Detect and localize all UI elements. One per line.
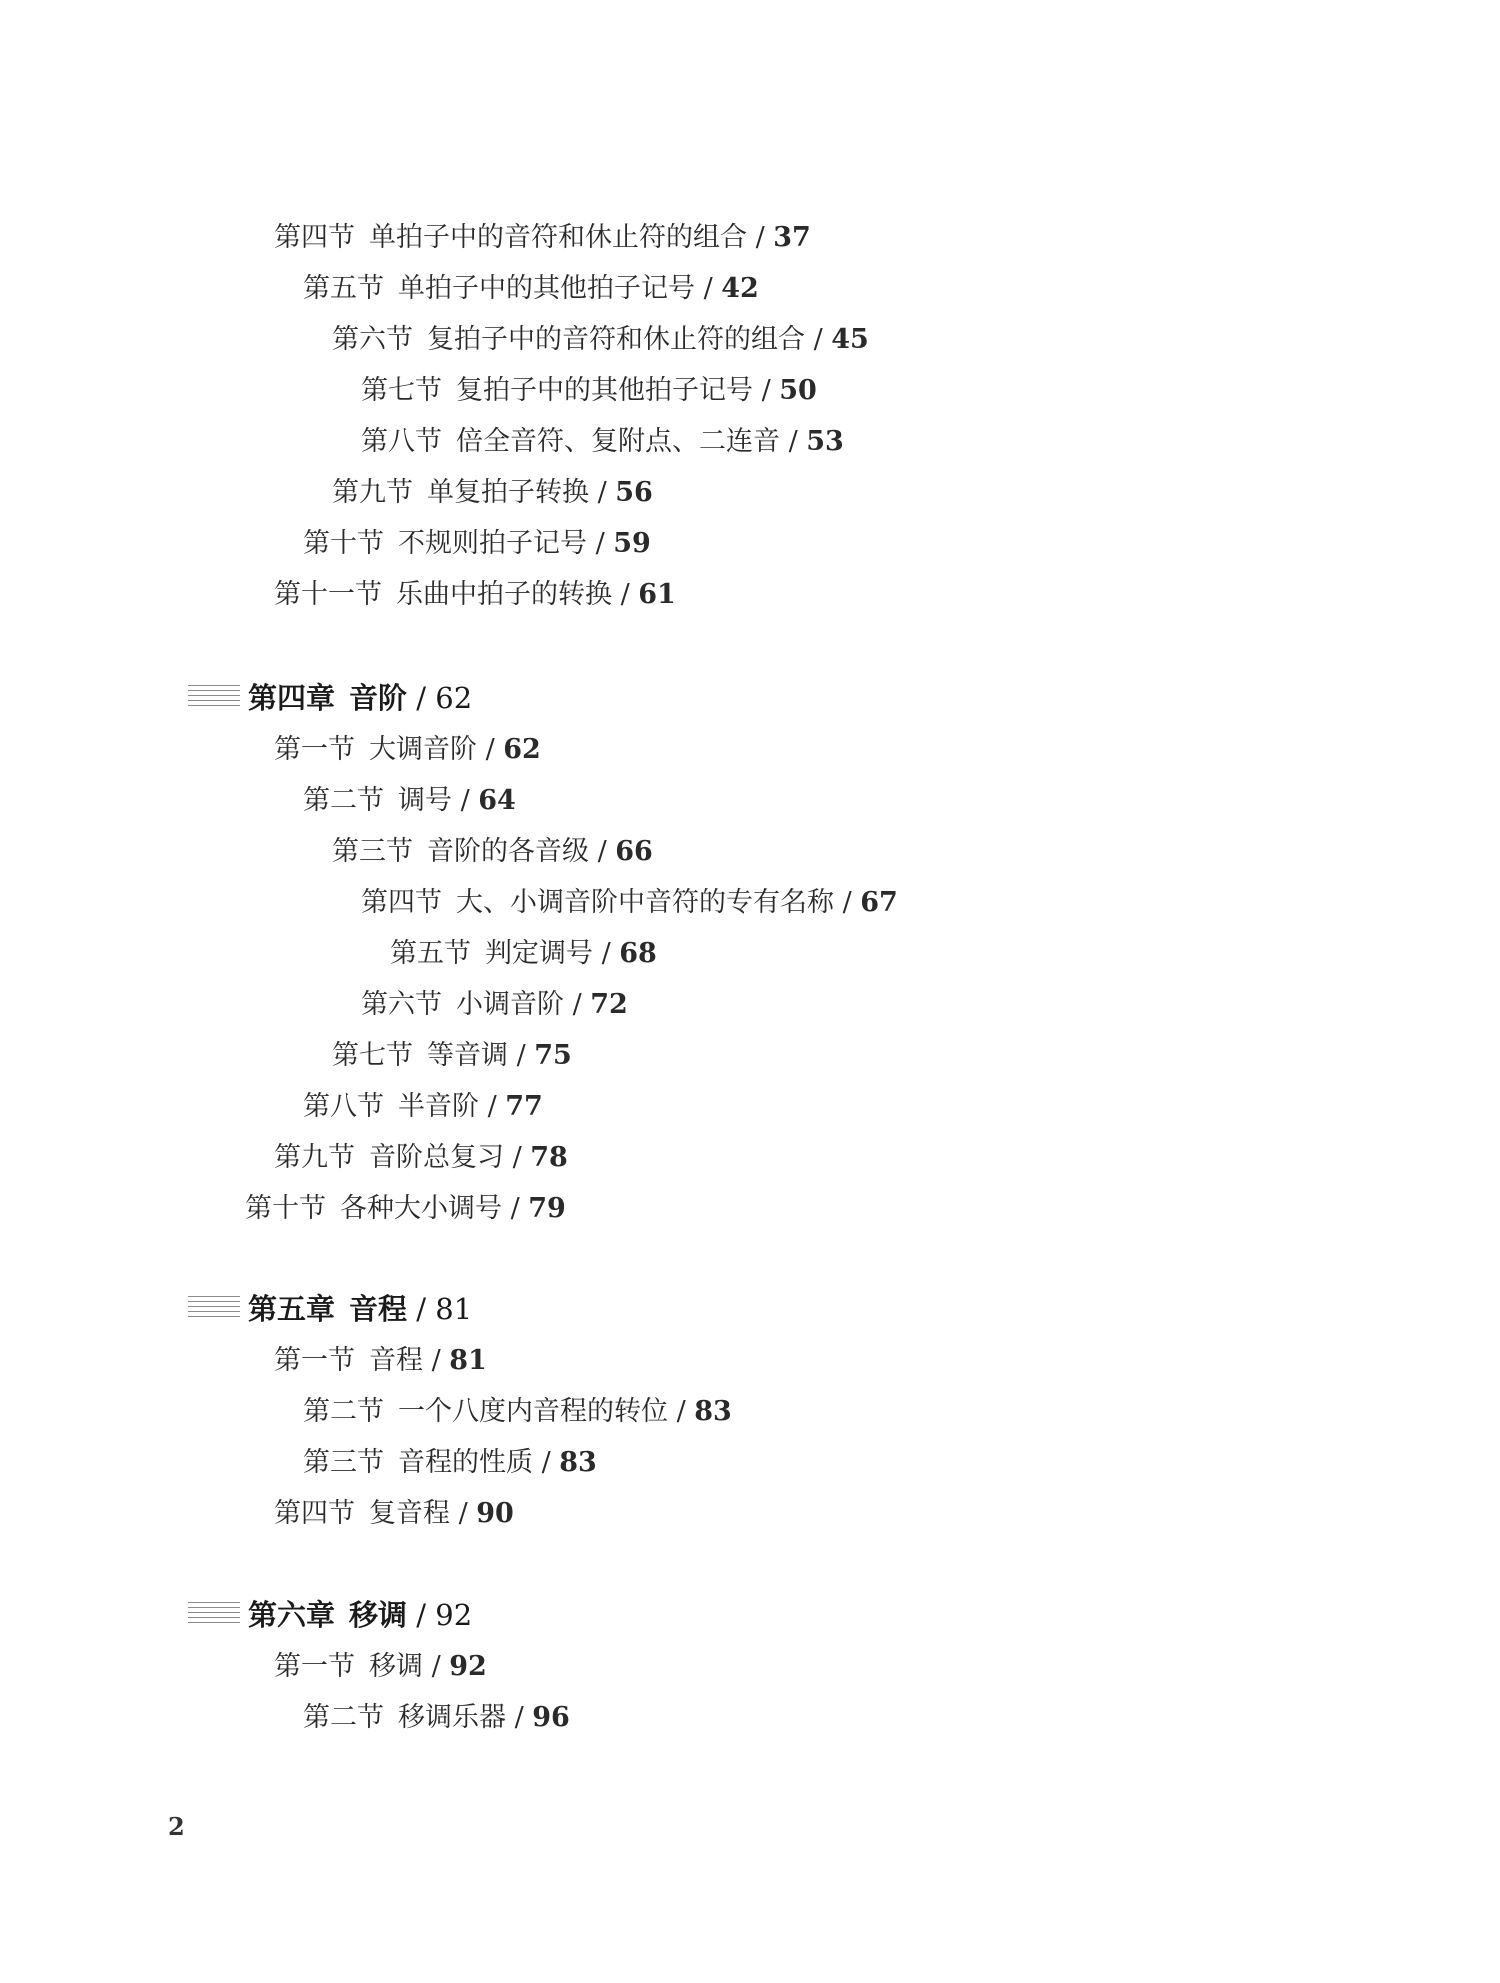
section-page: 45 <box>831 324 869 355</box>
toc-entry-c5-s2[interactable]: 第二节 一个八度内音程的转位 / 83 <box>303 1396 732 1427</box>
section-title: 判定调号 <box>485 938 593 969</box>
toc-entry-c5-s1[interactable]: 第一节 音程 / 81 <box>274 1345 487 1376</box>
section-title: 半音阶 <box>398 1091 479 1122</box>
section-title: 复拍子中的其他拍子记号 <box>456 375 753 406</box>
toc-entry-s5[interactable]: 第五节 单拍子中的其他拍子记号 / 42 <box>303 273 759 304</box>
chapter-title: 移调 <box>349 1598 408 1632</box>
section-page: 42 <box>721 273 759 304</box>
page-number: 2 <box>168 1812 185 1841</box>
section-label: 第五节 <box>303 273 384 304</box>
section-page: 66 <box>615 836 653 867</box>
section-page: 53 <box>806 426 844 457</box>
chapter-marker-icon <box>188 1602 240 1628</box>
section-page: 92 <box>449 1651 487 1682</box>
section-page: 83 <box>694 1396 732 1427</box>
section-title: 各种大小调号 <box>340 1193 502 1224</box>
section-title: 音程的性质 <box>398 1447 533 1478</box>
toc-entry-s10[interactable]: 第十节 不规则拍子记号 / 59 <box>303 528 651 559</box>
toc-entry-c5-s4[interactable]: 第四节 复音程 / 90 <box>274 1498 514 1529</box>
section-label: 第八节 <box>361 426 442 457</box>
chapter-heading-4[interactable]: 第四章 音阶 / 62 <box>248 681 473 715</box>
toc-entry-c4-s4[interactable]: 第四节 大、小调音阶中音符的专有名称 / 67 <box>361 887 898 918</box>
section-label: 第十一节 <box>274 579 382 610</box>
toc-entry-s4[interactable]: 第四节 单拍子中的音符和休止符的组合 / 37 <box>274 222 811 253</box>
section-title: 音阶的各音级 <box>427 836 589 867</box>
section-title: 乐曲中拍子的转换 <box>396 579 612 610</box>
chapter-page: 92 <box>435 1598 473 1632</box>
chapter-heading-5[interactable]: 第五章 音程 / 81 <box>248 1292 473 1326</box>
section-title: 大调音阶 <box>369 734 477 765</box>
section-page: 68 <box>619 938 657 969</box>
section-page: 67 <box>860 887 898 918</box>
section-label: 第四节 <box>361 887 442 918</box>
section-label: 第三节 <box>332 836 413 867</box>
section-title: 一个八度内音程的转位 <box>398 1396 668 1427</box>
section-label: 第二节 <box>303 1702 384 1733</box>
chapter-heading-6[interactable]: 第六章 移调 / 92 <box>248 1598 473 1632</box>
section-title: 小调音阶 <box>456 989 564 1020</box>
section-title: 移调乐器 <box>398 1702 506 1733</box>
section-label: 第九节 <box>274 1142 355 1173</box>
section-title: 单复拍子转换 <box>427 477 589 508</box>
section-label: 第四节 <box>274 1498 355 1529</box>
section-page: 50 <box>779 375 817 406</box>
section-title: 不规则拍子记号 <box>398 528 587 559</box>
toc-entry-s7[interactable]: 第七节 复拍子中的其他拍子记号 / 50 <box>361 375 817 406</box>
chapter-marker-icon <box>188 1296 240 1322</box>
section-label: 第四节 <box>274 222 355 253</box>
toc-entry-c4-s2[interactable]: 第二节 调号 / 64 <box>303 785 516 816</box>
section-title: 大、小调音阶中音符的专有名称 <box>456 887 834 918</box>
toc-entry-c6-s1[interactable]: 第一节 移调 / 92 <box>274 1651 487 1682</box>
section-page: 61 <box>638 579 676 610</box>
toc-entry-s11[interactable]: 第十一节 乐曲中拍子的转换 / 61 <box>274 579 676 610</box>
chapter-label: 第五章 <box>248 1292 336 1326</box>
section-label: 第十节 <box>303 528 384 559</box>
toc-entry-c4-s9[interactable]: 第九节 音阶总复习 / 78 <box>274 1142 568 1173</box>
toc-entry-s6[interactable]: 第六节 复拍子中的音符和休止符的组合 / 45 <box>332 324 869 355</box>
section-label: 第三节 <box>303 1447 384 1478</box>
section-page: 59 <box>613 528 651 559</box>
section-label: 第八节 <box>303 1091 384 1122</box>
section-page: 90 <box>476 1498 514 1529</box>
toc-entry-c4-s10[interactable]: 第十节 各种大小调号 / 79 <box>245 1193 566 1224</box>
section-page: 78 <box>530 1142 568 1173</box>
chapter-title: 音阶 <box>349 681 408 715</box>
section-page: 64 <box>478 785 516 816</box>
section-title: 单拍子中的音符和休止符的组合 <box>369 222 747 253</box>
section-page: 79 <box>528 1193 566 1224</box>
chapter-page: 81 <box>435 1292 473 1326</box>
chapter-label: 第六章 <box>248 1598 336 1632</box>
section-title: 音程 <box>369 1345 423 1376</box>
toc-entry-s9[interactable]: 第九节 单复拍子转换 / 56 <box>332 477 653 508</box>
chapter-page: 62 <box>435 681 473 715</box>
section-page: 81 <box>449 1345 487 1376</box>
toc-entry-c4-s1[interactable]: 第一节 大调音阶 / 62 <box>274 734 541 765</box>
toc-entry-c4-s3[interactable]: 第三节 音阶的各音级 / 66 <box>332 836 653 867</box>
section-label: 第二节 <box>303 785 384 816</box>
section-page: 96 <box>532 1702 570 1733</box>
section-title: 复音程 <box>369 1498 450 1529</box>
toc-entry-c6-s2[interactable]: 第二节 移调乐器 / 96 <box>303 1702 570 1733</box>
toc-entry-c4-s7[interactable]: 第七节 等音调 / 75 <box>332 1040 572 1071</box>
section-label: 第一节 <box>274 734 355 765</box>
section-page: 75 <box>534 1040 572 1071</box>
section-title: 复拍子中的音符和休止符的组合 <box>427 324 805 355</box>
section-label: 第九节 <box>332 477 413 508</box>
section-label: 第一节 <box>274 1345 355 1376</box>
section-label: 第七节 <box>361 375 442 406</box>
section-page: 56 <box>615 477 653 508</box>
section-label: 第十节 <box>245 1193 326 1224</box>
section-label: 第一节 <box>274 1651 355 1682</box>
chapter-title: 音程 <box>349 1292 408 1326</box>
section-page: 83 <box>559 1447 597 1478</box>
section-label: 第五节 <box>390 938 471 969</box>
toc-entry-c4-s8[interactable]: 第八节 半音阶 / 77 <box>303 1091 543 1122</box>
section-label: 第六节 <box>361 989 442 1020</box>
toc-entry-s8[interactable]: 第八节 倍全音符、复附点、二连音 / 53 <box>361 426 844 457</box>
section-page: 62 <box>503 734 541 765</box>
section-page: 77 <box>505 1091 543 1122</box>
section-page: 72 <box>590 989 628 1020</box>
chapter-label: 第四章 <box>248 681 336 715</box>
section-title: 倍全音符、复附点、二连音 <box>456 426 780 457</box>
section-title: 单拍子中的其他拍子记号 <box>398 273 695 304</box>
chapter-marker-icon <box>188 685 240 711</box>
section-label: 第六节 <box>332 324 413 355</box>
section-label: 第二节 <box>303 1396 384 1427</box>
section-title: 调号 <box>398 785 452 816</box>
section-title: 音阶总复习 <box>369 1142 504 1173</box>
toc-entry-c5-s3[interactable]: 第三节 音程的性质 / 83 <box>303 1447 597 1478</box>
section-label: 第七节 <box>332 1040 413 1071</box>
toc-entry-c4-s5[interactable]: 第五节 判定调号 / 68 <box>390 938 657 969</box>
section-title: 等音调 <box>427 1040 508 1071</box>
toc-entry-c4-s6[interactable]: 第六节 小调音阶 / 72 <box>361 989 628 1020</box>
section-page: 37 <box>773 222 811 253</box>
section-title: 移调 <box>369 1651 423 1682</box>
